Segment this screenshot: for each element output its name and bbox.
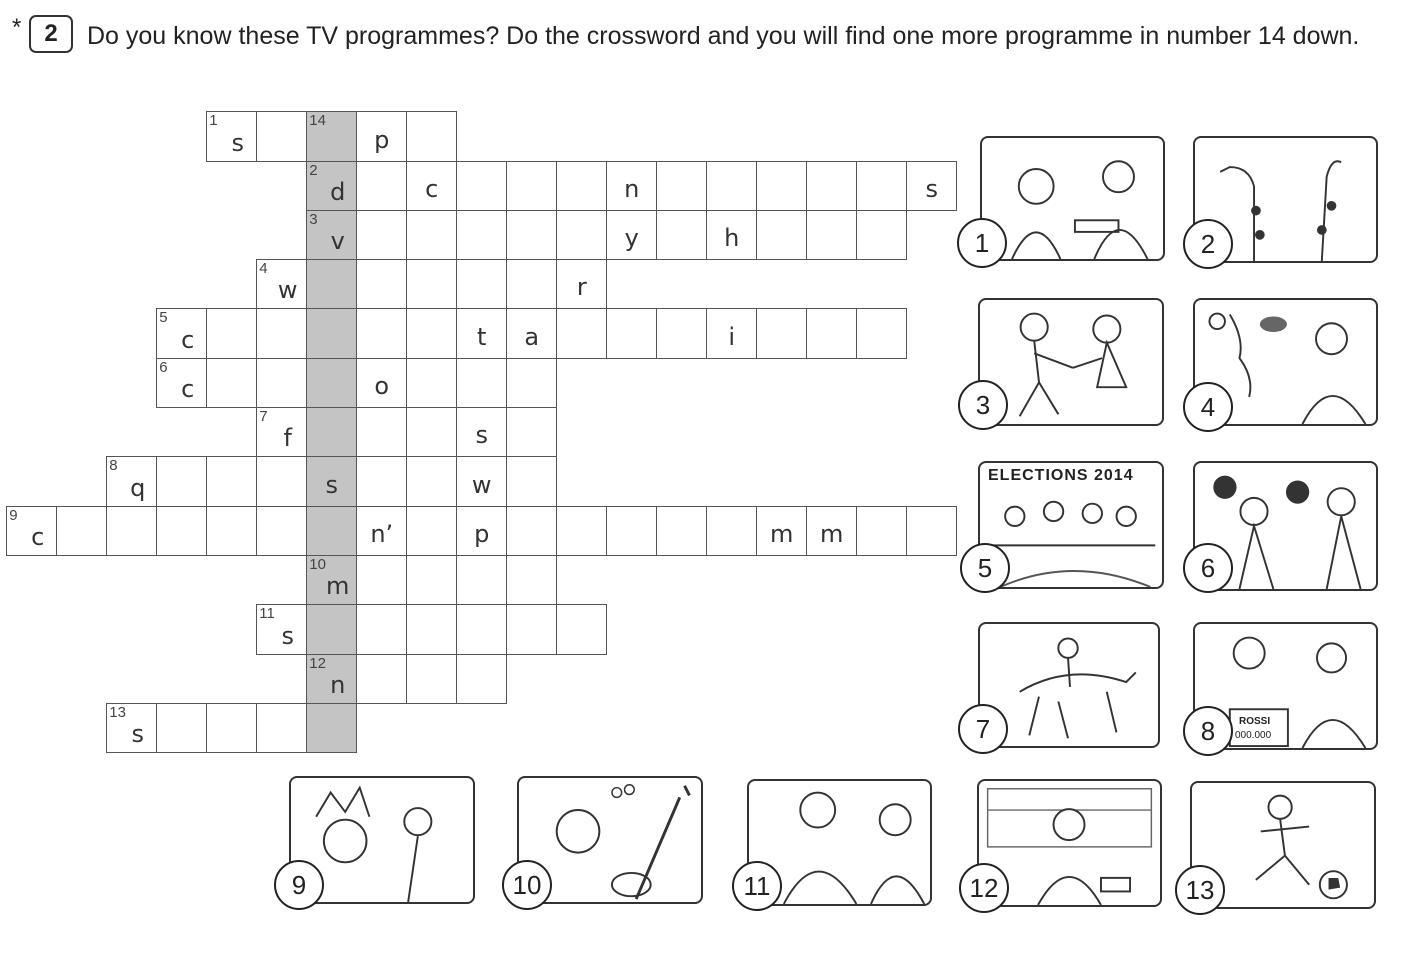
crossword-cell[interactable] [506, 456, 557, 506]
instruction-text: Do you know these TV programmes? Do the crossword and you will find one more programme in number 14 down. [87, 22, 1360, 50]
given-letter: p [474, 519, 490, 548]
crossword-cell[interactable] [706, 161, 757, 211]
crossword-cell[interactable] [306, 506, 357, 556]
crossword-cell[interactable] [256, 358, 307, 408]
picture-7 [975, 622, 1160, 748]
given-letter: s [475, 421, 488, 450]
clue-number: 8 [109, 457, 118, 475]
crossword-cell[interactable] [106, 456, 157, 506]
crossword-cell[interactable] [356, 259, 407, 309]
given-letter: c [31, 522, 45, 551]
given-letter: f [283, 424, 292, 453]
crossword-cell[interactable] [456, 456, 507, 506]
crossword-cell[interactable] [806, 161, 857, 211]
crossword-cell[interactable] [306, 111, 357, 161]
picture-13-number: 13 [1175, 865, 1225, 915]
crossword-cell[interactable] [456, 604, 507, 654]
picture-10 [512, 776, 703, 904]
clue-number: 1 [209, 112, 218, 130]
crossword-cell[interactable] [406, 210, 457, 260]
crossword-cell[interactable] [856, 308, 907, 358]
crossword-cell[interactable] [556, 308, 607, 358]
crossword-cell[interactable] [406, 456, 457, 506]
given-letter: r [576, 273, 587, 302]
clue-number: 7 [259, 408, 268, 426]
crossword-cell[interactable] [606, 308, 657, 358]
crossword-cell[interactable] [456, 358, 507, 408]
crossword-cell[interactable] [356, 604, 407, 654]
given-letter: c [181, 375, 195, 404]
crossword-cell[interactable] [806, 506, 857, 556]
crossword-cell[interactable] [206, 506, 257, 556]
given-letter: s [325, 470, 338, 499]
clue-number: 13 [109, 703, 126, 721]
crossword-cell[interactable] [106, 506, 157, 556]
crossword-cell[interactable] [506, 308, 557, 358]
clue-number: 9 [9, 506, 18, 524]
crossword-cell[interactable] [156, 703, 207, 753]
picture-11-number: 11 [732, 861, 782, 911]
cooking-show-illustration [982, 138, 1163, 259]
clue-number: 11 [259, 605, 275, 623]
crossword-cell[interactable] [256, 407, 307, 457]
crossword-cell[interactable] [156, 358, 207, 408]
picture-8 [1193, 622, 1378, 750]
crossword-cell[interactable] [556, 506, 607, 556]
picture-9 [289, 776, 475, 904]
crossword-cell[interactable] [706, 308, 757, 358]
clue-number: 3 [309, 210, 318, 228]
crossword-cell[interactable] [206, 111, 257, 161]
crossword-cell[interactable] [806, 308, 857, 358]
picture-5 [978, 461, 1164, 589]
given-letter: s [231, 128, 244, 157]
crossword-cell[interactable] [756, 506, 807, 556]
given-letter: s [925, 174, 938, 203]
crossword-cell[interactable] [356, 506, 407, 556]
given-letter: w [277, 276, 298, 305]
clue-number: 6 [159, 358, 168, 376]
crossword-cell[interactable] [856, 210, 907, 260]
crossword-cell[interactable] [306, 358, 357, 408]
crossword-cell[interactable] [706, 506, 757, 556]
given-letter: y [624, 224, 639, 253]
crossword-cell[interactable] [356, 161, 407, 211]
crossword-cell[interactable] [256, 259, 307, 309]
crossword-cell[interactable] [906, 506, 957, 556]
crossword-cell[interactable] [306, 703, 357, 753]
crossword-cell[interactable] [306, 161, 357, 211]
clue-number: 12 [309, 654, 326, 672]
crossword-cell[interactable] [506, 210, 557, 260]
crossword-cell[interactable] [456, 161, 507, 211]
crossword-cell[interactable] [256, 111, 307, 161]
crossword-cell[interactable] [206, 703, 257, 753]
crossword-cell[interactable] [356, 358, 407, 408]
crossword-cell[interactable] [406, 358, 457, 408]
picture-3-number: 3 [958, 380, 1008, 430]
crossword-cell[interactable] [56, 506, 107, 556]
crossword-cell[interactable] [256, 703, 307, 753]
crossword-cell[interactable] [556, 604, 607, 654]
crossword-cell[interactable] [156, 456, 207, 506]
picture-5-number: 5 [960, 543, 1010, 593]
given-letter: t [477, 322, 487, 351]
picture-9-number: 9 [274, 860, 324, 910]
given-letter: i [728, 322, 736, 351]
crossword-cell[interactable] [756, 308, 807, 358]
required-star: * [12, 14, 22, 41]
crossword-cell[interactable] [406, 111, 457, 161]
given-letter: n’ [370, 519, 394, 548]
picture-1 [974, 136, 1165, 261]
contestant-score: 000.000 [1235, 730, 1272, 741]
crossword-cell[interactable] [506, 555, 557, 605]
crossword-cell[interactable] [106, 703, 157, 753]
crossword-cell[interactable] [506, 506, 557, 556]
crossword-cell[interactable] [556, 259, 607, 309]
clue-number: 2 [309, 161, 318, 179]
crossword-cell[interactable] [406, 555, 457, 605]
clue-number: 4 [259, 260, 268, 278]
crossword-cell[interactable] [406, 604, 457, 654]
contestant-name: ROSSI [1239, 716, 1271, 727]
picture-2 [1193, 136, 1378, 263]
crossword-cell[interactable] [756, 210, 807, 260]
crossword-cell[interactable] [206, 308, 257, 358]
crossword-cell[interactable] [556, 161, 607, 211]
picture-10-number: 10 [502, 860, 552, 910]
given-letter: d [330, 177, 346, 206]
crossword-cell[interactable] [6, 506, 57, 556]
crossword-cell[interactable] [156, 308, 207, 358]
crossword-cell[interactable] [506, 407, 557, 457]
crossword-cell[interactable] [306, 555, 357, 605]
picture-2-number: 2 [1183, 219, 1233, 269]
crossword-cell[interactable] [156, 506, 207, 556]
crossword-cell[interactable] [456, 308, 507, 358]
given-letter: m [770, 519, 794, 548]
crossword-cell[interactable] [456, 506, 507, 556]
picture-8-number: 8 [1183, 706, 1233, 756]
given-letter: n [624, 174, 640, 203]
crossword-cell[interactable] [306, 456, 357, 506]
picture-13 [1185, 781, 1376, 909]
crossword-cell[interactable] [756, 161, 807, 211]
crossword-cell[interactable] [806, 210, 857, 260]
crossword-cell[interactable] [206, 456, 257, 506]
given-letter: o [374, 372, 390, 401]
given-letter: h [724, 224, 740, 253]
crossword-cell[interactable] [356, 654, 407, 704]
crossword-cell[interactable] [306, 654, 357, 704]
crossword-cell[interactable] [706, 210, 757, 260]
picture-4 [1193, 298, 1378, 426]
crossword-cell[interactable] [306, 407, 357, 457]
crossword-cell[interactable] [656, 210, 707, 260]
crossword-cell[interactable] [306, 604, 357, 654]
crossword-cell[interactable] [606, 210, 657, 260]
crossword-cell[interactable] [506, 604, 557, 654]
election-caption: ELECTIONS 2014 [988, 467, 1134, 484]
picture-11 [743, 779, 932, 906]
crossword-cell[interactable] [356, 555, 407, 605]
given-letter: v [330, 227, 345, 256]
crossword-cell[interactable] [256, 308, 307, 358]
crossword-cell[interactable] [456, 210, 507, 260]
crossword-cell[interactable] [456, 259, 507, 309]
crossword-cell[interactable] [406, 259, 457, 309]
crossword-cell[interactable] [256, 604, 307, 654]
given-letter: s [131, 720, 144, 749]
crossword-cell[interactable] [356, 456, 407, 506]
crossword-cell[interactable] [656, 506, 707, 556]
crossword-cell[interactable] [856, 506, 907, 556]
clue-number-14-down: 14 [309, 112, 326, 130]
crossword-cell[interactable] [356, 308, 407, 358]
crossword-cell[interactable] [306, 259, 357, 309]
crossword-cell[interactable] [656, 161, 707, 211]
clue-number: 10 [309, 555, 326, 573]
crossword-cell[interactable] [606, 161, 657, 211]
picture-4-number: 4 [1183, 382, 1233, 432]
crossword-cell[interactable] [506, 358, 557, 408]
crossword-cell[interactable] [406, 161, 457, 211]
given-letter: m [326, 572, 350, 601]
clue-number: 5 [159, 309, 168, 327]
crossword-cell[interactable] [856, 161, 907, 211]
crossword-cell[interactable] [406, 506, 457, 556]
given-letter: n [330, 670, 346, 699]
given-letter: p [374, 125, 390, 154]
picture-1-number: 1 [957, 218, 1007, 268]
crossword-cell[interactable] [406, 654, 457, 704]
given-letter: c [425, 174, 439, 203]
crossword-cell[interactable] [306, 308, 357, 358]
crossword-cell[interactable] [456, 407, 507, 457]
crossword-cell[interactable] [656, 308, 707, 358]
given-letter: a [524, 322, 540, 351]
given-letter: s [281, 621, 294, 650]
crossword-cell[interactable] [906, 161, 957, 211]
crossword-cell[interactable] [256, 506, 307, 556]
crossword-cell[interactable] [356, 407, 407, 457]
given-letter: w [471, 470, 492, 499]
picture-12 [969, 779, 1162, 907]
crossword-cell[interactable] [506, 161, 557, 211]
crossword-cell[interactable] [356, 111, 407, 161]
crossword-cell[interactable] [556, 210, 607, 260]
crossword-cell[interactable] [356, 210, 407, 260]
picture-6 [1193, 461, 1378, 591]
given-letter: c [181, 325, 195, 354]
crossword-cell[interactable] [406, 308, 457, 358]
crossword-cell[interactable] [456, 555, 507, 605]
exercise-number: 2 [29, 15, 73, 53]
crossword-cell[interactable] [606, 506, 657, 556]
picture-12-number: 12 [959, 863, 1009, 913]
crossword-cell[interactable] [256, 456, 307, 506]
crossword-cell[interactable] [456, 654, 507, 704]
given-letter: m [820, 519, 844, 548]
picture-7-number: 7 [958, 704, 1008, 754]
crossword-cell[interactable] [206, 358, 257, 408]
picture-6-number: 6 [1183, 543, 1233, 593]
crossword-cell[interactable] [406, 407, 457, 457]
picture-3 [975, 298, 1164, 426]
crossword-cell[interactable] [506, 259, 557, 309]
given-letter: q [130, 473, 146, 502]
crossword-cell[interactable] [306, 210, 357, 260]
